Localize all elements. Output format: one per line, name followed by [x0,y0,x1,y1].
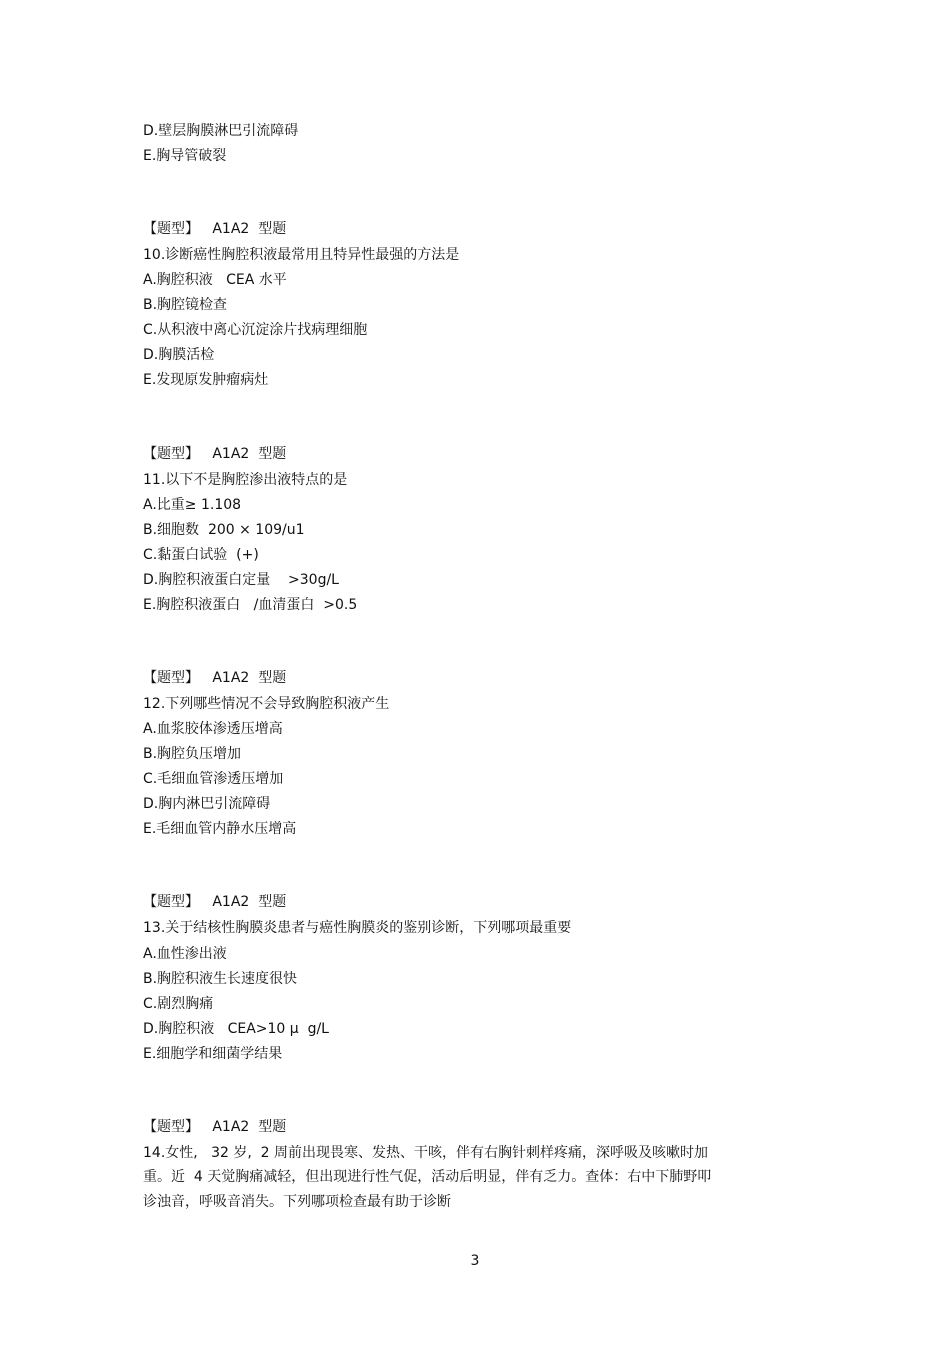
option-line: A.胸腔积液 CEA 水平 [143,272,287,288]
option-line: A.血浆胶体渗透压增高 [143,721,283,737]
option-line: E.细胞学和细菌学结果 [143,1046,283,1062]
question-stem: 14.女性, 32 岁, 2 周前出现畏寒、发热、干咳，伴有右胸针刺样疼痛，深呼吸及咳嗽时加 [143,1145,709,1161]
question-stem: 诊浊音，呼吸音消失。下列哪项检查最有助于诊断 [143,1194,451,1210]
question-type-label: 【题型】 A1A2 型题 [143,894,287,910]
option-line: E.毛细血管内静水压增高 [143,821,297,837]
option-line: C.黏蛋白试验 (+) [143,547,259,563]
option-line: B.胸腔负压增加 [143,746,242,762]
question-type-label: 【题型】 A1A2 型题 [143,446,287,462]
option-line: B.胸腔积液生长速度很快 [143,971,298,987]
question-stem: 12.下列哪些情况不会导致胸腔积液产生 [143,696,390,712]
question-stem: 10.诊断癌性胸腔积液最常用且特异性最强的方法是 [143,247,460,263]
question-stem: 11.以下不是胸腔渗出液特点的是 [143,472,348,488]
option-line: C.从积液中离心沉淀涂片找病理细胞 [143,322,368,338]
question-type-label: 【题型】 A1A2 型题 [143,221,287,237]
option-line: B.细胞数 200 × 109/u1 [143,522,305,538]
option-line: B.胸腔镜检查 [143,297,228,313]
option-line: C.毛细血管渗透压增加 [143,771,284,787]
option-line: D.壁层胸膜淋巴引流障碍 [143,123,299,139]
option-line: D.胸内淋巴引流障碍 [143,796,271,812]
option-line: A.比重≥ 1.108 [143,497,242,513]
option-line: A.血性渗出液 [143,946,227,962]
option-line: D.胸膜活检 [143,347,215,363]
option-line: C.剧烈胸痛 [143,996,214,1012]
option-line: D.胸腔积液蛋白定量 >30g/L [143,572,339,588]
option-line: D.胸腔积液 CEA>10 μ g/L [143,1021,329,1037]
question-stem: 重。近 4 天觉胸痛减轻，但出现进行性气促，活动后明显，伴有乏力。查体：右中下肺野叩 [143,1169,712,1185]
question-type-label: 【题型】 A1A2 型题 [143,1119,287,1135]
page-number: 3 [470,1253,480,1269]
option-line: E.胸腔积液蛋白 /血清蛋白 >0.5 [143,597,358,613]
option-line: E.胸导管破裂 [143,148,227,164]
question-type-label: 【题型】 A1A2 型题 [143,670,287,686]
question-stem: 13.关于结核性胸膜炎患者与癌性胸膜炎的鉴别诊断，下列哪项最重要 [143,920,572,936]
option-line: E.发现原发肿瘤病灶 [143,372,269,388]
